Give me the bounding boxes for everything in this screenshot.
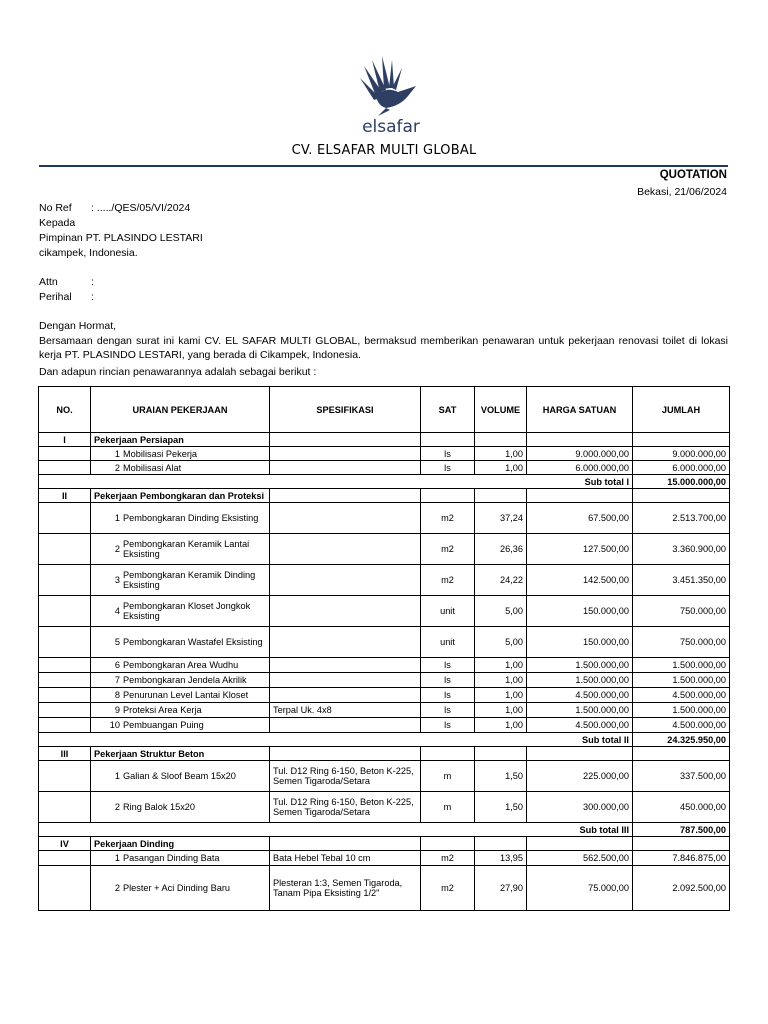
- empty-cell: [475, 433, 527, 447]
- volume-cell: 1,00: [475, 447, 527, 461]
- item-number: 1: [114, 448, 120, 459]
- empty-cell: [527, 747, 633, 761]
- table-row: [39, 792, 730, 823]
- amount-cell: 2.513.700,00: [633, 503, 730, 534]
- item-cell: [91, 792, 270, 823]
- unit-cell: m2: [421, 534, 475, 565]
- noref-value: : ...../QES/05/VI/2024: [91, 202, 191, 214]
- item-number: 6: [114, 660, 120, 670]
- section-header-row: [39, 747, 730, 761]
- spec-cell: [270, 627, 421, 658]
- item-cell: [91, 761, 270, 792]
- recipient: Pimpinan PT. PLASINDO LESTARI: [39, 232, 203, 244]
- empty-cell: [270, 433, 421, 447]
- subtotal-value: 15.000.000,00: [633, 475, 730, 489]
- table-row: [39, 761, 730, 792]
- empty-cell: [39, 761, 91, 792]
- amount-cell: 750.000,00: [633, 627, 730, 658]
- unit-price-cell: 75.000,00: [527, 866, 633, 911]
- unit-cell: m2: [421, 866, 475, 911]
- item-number: 1: [114, 771, 120, 781]
- item-description: Pembuangan Puing: [123, 720, 204, 730]
- unit-cell: ls: [421, 673, 475, 688]
- item-number: 9: [114, 705, 120, 715]
- item-description: Pembongkaran Kloset Jongkok Eksisting: [123, 601, 251, 621]
- subtotal-label: Sub total I: [39, 475, 633, 489]
- attn-label: Attn: [39, 276, 58, 288]
- letter-paragraph: Bersamaan dengan surat ini kami CV. EL SAFAR MULTI GLOBAL, bermaksud memberikan penawaran untuk pekerjaan renovasi toilet di lokasi kerja PT. PLASINDO LESTARI, yang berada di Cikampek, Indonesia.: [39, 335, 728, 361]
- spec-cell: Tul. D12 Ring 6-150, Beton K-225, Semen Tigaroda/Setara: [270, 792, 421, 823]
- item-cell: [91, 503, 270, 534]
- empty-cell: [39, 447, 91, 461]
- amount-cell: 450.000,00: [633, 792, 730, 823]
- item-number: 2: [114, 883, 120, 893]
- section-header-row: [39, 489, 730, 503]
- empty-cell: [39, 866, 91, 911]
- spec-cell: [270, 718, 421, 733]
- item-number: 2: [114, 462, 120, 473]
- item-number: 8: [114, 690, 120, 700]
- unit-price-cell: 4.500.000,00: [527, 718, 633, 733]
- amount-cell: 4.500.000,00: [633, 688, 730, 703]
- spec-cell: Bata Hebel Tebal 10 cm: [270, 851, 421, 866]
- table-row: [39, 534, 730, 565]
- amount-cell: 9.000.000,00: [633, 447, 730, 461]
- unit-price-cell: 6.000.000,00: [527, 461, 633, 475]
- spec-cell: [270, 503, 421, 534]
- amount-cell: 2.092.500,00: [633, 866, 730, 911]
- unit-price-cell: 1.500.000,00: [527, 658, 633, 673]
- unit-price-cell: 150.000,00: [527, 627, 633, 658]
- unit-cell: unit: [421, 627, 475, 658]
- item-description: Pembongkaran Jendela Akrilik: [123, 675, 247, 685]
- item-cell: [91, 866, 270, 911]
- item-description: Pembongkaran Dinding Eksisting: [123, 513, 259, 523]
- item-number: 7: [114, 675, 120, 685]
- unit-price-cell: 67.500,00: [527, 503, 633, 534]
- amount-cell: 4.500.000,00: [633, 718, 730, 733]
- section-title: Pekerjaan Persiapan: [91, 433, 270, 447]
- volume-cell: 1,00: [475, 673, 527, 688]
- subtotal-row: [39, 823, 730, 837]
- spec-cell: [270, 688, 421, 703]
- spec-cell: [270, 565, 421, 596]
- volume-cell: 27,90: [475, 866, 527, 911]
- unit-price-cell: 300.000,00: [527, 792, 633, 823]
- unit-price-cell: 225.000,00: [527, 761, 633, 792]
- item-description: Pembongkaran Keramik Lantai Eksisting: [123, 539, 250, 559]
- amount-cell: 337.500,00: [633, 761, 730, 792]
- empty-cell: [39, 688, 91, 703]
- item-description: Pembongkaran Wastafel Eksisting: [123, 637, 263, 647]
- empty-cell: [39, 534, 91, 565]
- empty-cell: [39, 673, 91, 688]
- unit-price-cell: 9.000.000,00: [527, 447, 633, 461]
- unit-price-cell: 150.000,00: [527, 596, 633, 627]
- item-number: 3: [114, 575, 120, 585]
- section-number: II: [39, 489, 91, 503]
- unit-cell: m: [421, 761, 475, 792]
- volume-cell: 1,50: [475, 761, 527, 792]
- amount-cell: 1.500.000,00: [633, 703, 730, 718]
- unit-cell: ls: [421, 703, 475, 718]
- volume-cell: 13,95: [475, 851, 527, 866]
- table-row: [39, 596, 730, 627]
- volume-cell: 1,00: [475, 658, 527, 673]
- spec-cell: [270, 596, 421, 627]
- empty-cell: [421, 489, 475, 503]
- quotation-table: [38, 386, 730, 911]
- table-row: [39, 658, 730, 673]
- empty-cell: [475, 837, 527, 851]
- noref-row: [39, 201, 728, 216]
- item-cell: [91, 534, 270, 565]
- table-row: [39, 447, 730, 461]
- recipient-location: cikampek, Indonesia.: [39, 247, 138, 259]
- table-row: [39, 866, 730, 911]
- unit-price-cell: 142.500,00: [527, 565, 633, 596]
- header-volume: VOLUME: [475, 387, 527, 433]
- section-number: IV: [39, 837, 91, 851]
- item-description: Pasangan Dinding Bata: [123, 853, 220, 863]
- header-no: NO.: [39, 387, 91, 433]
- spec-cell: [270, 461, 421, 475]
- amount-cell: 7.846.875,00: [633, 851, 730, 866]
- empty-cell: [633, 489, 730, 503]
- empty-cell: [39, 792, 91, 823]
- perihal-label: Perihal: [39, 291, 72, 303]
- unit-cell: ls: [421, 658, 475, 673]
- unit-cell: ls: [421, 447, 475, 461]
- item-number: 10: [109, 720, 120, 730]
- table-header-row: [39, 387, 730, 433]
- item-cell: [91, 461, 270, 475]
- amount-cell: 3.451.350,00: [633, 565, 730, 596]
- empty-cell: [39, 461, 91, 475]
- spec-cell: Terpal Uk. 4x8: [270, 703, 421, 718]
- volume-cell: 24,22: [475, 565, 527, 596]
- unit-cell: m2: [421, 565, 475, 596]
- empty-cell: [633, 837, 730, 851]
- volume-cell: 26,36: [475, 534, 527, 565]
- item-cell: [91, 565, 270, 596]
- table-row: [39, 718, 730, 733]
- item-cell: [91, 851, 270, 866]
- section-number: III: [39, 747, 91, 761]
- elsafar-logo: [356, 56, 426, 136]
- header-jumlah: JUMLAH: [633, 387, 730, 433]
- empty-cell: [39, 851, 91, 866]
- header-spesifikasi: SPESIFIKASI: [270, 387, 421, 433]
- document-title: QUOTATION: [659, 169, 727, 181]
- noref-label: No Ref: [39, 202, 72, 214]
- empty-cell: [475, 747, 527, 761]
- item-cell: [91, 673, 270, 688]
- subtotal-label: Sub total II: [39, 733, 633, 747]
- unit-price-cell: 4.500.000,00: [527, 688, 633, 703]
- empty-cell: [475, 489, 527, 503]
- greeting: Dengan Hormat,: [39, 320, 117, 332]
- svg-text:elsafar: elsafar: [362, 117, 420, 136]
- unit-price-cell: 1.500.000,00: [527, 703, 633, 718]
- item-cell: [91, 596, 270, 627]
- table-row: [39, 627, 730, 658]
- spec-cell: [270, 673, 421, 688]
- empty-cell: [39, 627, 91, 658]
- unit-price-cell: 562.500,00: [527, 851, 633, 866]
- item-description: Pembongkaran Area Wudhu: [123, 660, 239, 670]
- amount-cell: 750.000,00: [633, 596, 730, 627]
- subtotal-label: Sub total III: [39, 823, 633, 837]
- volume-cell: 1,00: [475, 688, 527, 703]
- empty-cell: [633, 747, 730, 761]
- item-cell: [91, 718, 270, 733]
- table-row: [39, 565, 730, 596]
- unit-cell: ls: [421, 688, 475, 703]
- spec-cell: [270, 447, 421, 461]
- unit-price-cell: 127.500,00: [527, 534, 633, 565]
- perihal-row: [39, 290, 728, 305]
- empty-cell: [270, 489, 421, 503]
- table-row: [39, 851, 730, 866]
- empty-cell: [270, 837, 421, 851]
- item-number: 5: [114, 637, 120, 647]
- empty-cell: [39, 596, 91, 627]
- spec-cell: [270, 658, 421, 673]
- item-number: 2: [114, 802, 120, 812]
- item-cell: [91, 703, 270, 718]
- section-title: Pekerjaan Pembongkaran dan Proteksi: [91, 489, 270, 503]
- item-description: Penurunan Level Lantai Kloset: [123, 690, 249, 700]
- empty-cell: [527, 433, 633, 447]
- section-title: Pekerjaan Struktur Beton: [91, 747, 270, 761]
- attn-value: :: [91, 276, 94, 288]
- item-description: Galian & Sloof Beam 15x20: [123, 771, 236, 781]
- section-title: Pekerjaan Dinding: [91, 837, 270, 851]
- item-number: 1: [114, 513, 120, 523]
- table-row: [39, 503, 730, 534]
- table-row: [39, 688, 730, 703]
- empty-cell: [421, 837, 475, 851]
- empty-cell: [39, 718, 91, 733]
- item-number: 2: [114, 544, 120, 554]
- letter-intro: Dan adapun rincian penawarannya adalah sebagai berikut :: [39, 366, 317, 378]
- empty-cell: [39, 503, 91, 534]
- perihal-value: :: [91, 291, 94, 303]
- empty-cell: [39, 703, 91, 718]
- empty-cell: [421, 747, 475, 761]
- kepada-label: Kepada: [39, 217, 76, 229]
- empty-cell: [421, 433, 475, 447]
- spec-cell: Tul. D12 Ring 6-150, Beton K-225, Semen Tigaroda/Setara: [270, 761, 421, 792]
- subtotal-row: [39, 475, 730, 489]
- section-header-row: [39, 837, 730, 851]
- item-number: 4: [114, 606, 120, 616]
- item-cell: [91, 658, 270, 673]
- amount-cell: 1.500.000,00: [633, 673, 730, 688]
- attn-row: [39, 275, 728, 290]
- unit-cell: ls: [421, 461, 475, 475]
- item-description: Mobilisasi Pekerja: [123, 448, 198, 459]
- unit-cell: m2: [421, 851, 475, 866]
- section-number: I: [39, 433, 91, 447]
- volume-cell: 5,00: [475, 627, 527, 658]
- subtotal-row: [39, 733, 730, 747]
- empty-cell: [39, 658, 91, 673]
- item-description: Plester + Aci Dinding Baru: [123, 883, 230, 893]
- table-row: [39, 461, 730, 475]
- unit-price-cell: 1.500.000,00: [527, 673, 633, 688]
- table-row: [39, 703, 730, 718]
- subtotal-value: 787.500,00: [633, 823, 730, 837]
- volume-cell: 1,50: [475, 792, 527, 823]
- item-description: Mobilisasi Alat: [123, 462, 182, 473]
- volume-cell: 37,24: [475, 503, 527, 534]
- unit-cell: m: [421, 792, 475, 823]
- empty-cell: [527, 489, 633, 503]
- amount-cell: 6.000.000,00: [633, 461, 730, 475]
- header-harga-satuan: HARGA SATUAN: [527, 387, 633, 433]
- volume-cell: 5,00: [475, 596, 527, 627]
- item-cell: [91, 688, 270, 703]
- subtotal-value: 24.325.950,00: [633, 733, 730, 747]
- unit-cell: ls: [421, 718, 475, 733]
- empty-cell: [39, 565, 91, 596]
- item-description: Ring Balok 15x20: [123, 802, 196, 812]
- item-description: Proteksi Area Kerja: [123, 705, 202, 715]
- document-date: Bekasi, 21/06/2024: [637, 186, 727, 198]
- unit-cell: m2: [421, 503, 475, 534]
- header-uraian: URAIAN PEKERJAAN: [91, 387, 270, 433]
- item-description: Pembongkaran Keramik Dinding Eksisting: [123, 570, 256, 590]
- item-cell: [91, 627, 270, 658]
- header-sat: SAT: [421, 387, 475, 433]
- volume-cell: 1,00: [475, 461, 527, 475]
- letter-body: [39, 201, 728, 380]
- header-rule: [39, 165, 728, 167]
- section-header-row: [39, 433, 730, 447]
- volume-cell: 1,00: [475, 703, 527, 718]
- empty-cell: [270, 747, 421, 761]
- empty-cell: [527, 837, 633, 851]
- spec-cell: [270, 534, 421, 565]
- empty-cell: [633, 433, 730, 447]
- amount-cell: 1.500.000,00: [633, 658, 730, 673]
- spec-cell: Plesteran 1:3, Semen Tigaroda, Tanam Pipa Eksisting 1/2": [270, 866, 421, 911]
- company-name: CV. ELSAFAR MULTI GLOBAL: [291, 143, 477, 158]
- table-row: [39, 673, 730, 688]
- item-cell: [91, 447, 270, 461]
- volume-cell: 1,00: [475, 718, 527, 733]
- item-number: 1: [114, 853, 120, 863]
- unit-cell: unit: [421, 596, 475, 627]
- amount-cell: 3.360.900,00: [633, 534, 730, 565]
